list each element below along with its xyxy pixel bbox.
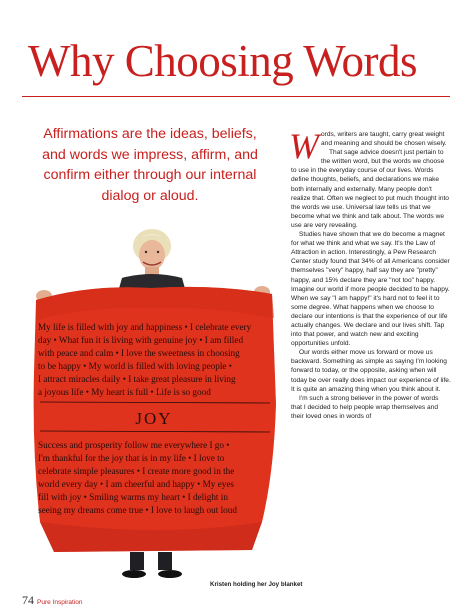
paragraph-text: ords, writers are taught, carry great weight and meaning and should be chosen wisely. <box>321 131 447 148</box>
drop-cap: W <box>289 126 319 166</box>
article-paragraph: That sage advice doesn't just pertain to the written word, but the words we choose to use in the everyday course of our lives. Words define thoughts, beliefs, and declarations we make both internally and externally. Many people don't realize that. Often we neglect to put much thought into the words we use. Universal law tells us that we become what we think and talk about. The words we use are very revealing. <box>291 149 449 229</box>
photo-kristen-joy-blanket <box>30 222 278 582</box>
headline-rule <box>22 96 450 97</box>
blanket-title: JOY <box>135 409 173 428</box>
article-paragraph: I'm such a strong believer in the power of words that I decided to help people wrap themselves and their loved ones in words of <box>291 394 439 420</box>
article-paragraph: Our words either move us forward or move us backward. Something as simple as saying I'm looking forward to today, or the opposite, asking when will today be over really does impact our experience of life. It is quite an amazing thing when you think about it. <box>291 349 451 393</box>
left-shoe <box>122 570 146 578</box>
blanket-line: My life is filled with joy and happiness • I celebrate every <box>38 322 252 332</box>
photo-caption: Kristen holding her Joy blanket <box>210 581 303 588</box>
page-footer <box>22 591 83 609</box>
pull-quote: Affirmations are the ideas, beliefs, and words we impress, affirm, and confirm either through our internal dialog or aloud. <box>42 126 258 204</box>
blanket-line: I'm thankful for the joy that is in my life • I love to <box>38 453 225 463</box>
headline: Why Choosing Words <box>28 36 418 86</box>
blanket-line: a joyous life • My heart is full • Life is so good <box>38 387 211 397</box>
right-shoe <box>158 570 182 578</box>
blanket-line: fill with joy • Smiling warms my heart • I delight in <box>38 492 228 502</box>
blanket-line: celebrate simple pleasures • I create more good in the <box>38 466 235 476</box>
page-number: 74 <box>22 593 34 607</box>
blanket-line: seeing my dreams come true • I love to laugh out loud <box>38 505 237 515</box>
publication-name: Pure Inspiration <box>37 599 83 606</box>
article-paragraph <box>289 126 451 166</box>
article-paragraph: Studies have shown that we do become a magnet for what we think and what we say. It's the Law of Attraction in action. Interestingly, a Pew Research Center study found that 34% of all Americans consider themselves "very" happy, half say they are "pretty" happy, and 15% declare they are "not too" happy. Imagine our world if more people decided to be happy. When we say "I am happy!" it's hard not to feel it to some degree. What happens when we choose to declare our intentions is that the experience of our life actually changes. We declare and our lives shift. Tap into that power, and watch new and exciting opportunities unfold. <box>291 231 450 348</box>
blanket-line: Success and prosperity follow me everywhere I go • <box>38 440 230 450</box>
article-body <box>289 126 451 421</box>
blanket-line: with peace and calm • I love the sweetness in choosing <box>38 348 240 358</box>
blanket-line: I attract miracles daily • I take great pleasure in living <box>38 374 236 384</box>
blanket-line: day • What fun it is living with genuine joy • I am filled <box>38 335 244 345</box>
blanket-line: to be happy • My world is filled with loving people • <box>38 361 232 371</box>
blanket-line: world every day • I am cheerful and happy • My eyes <box>38 479 234 489</box>
